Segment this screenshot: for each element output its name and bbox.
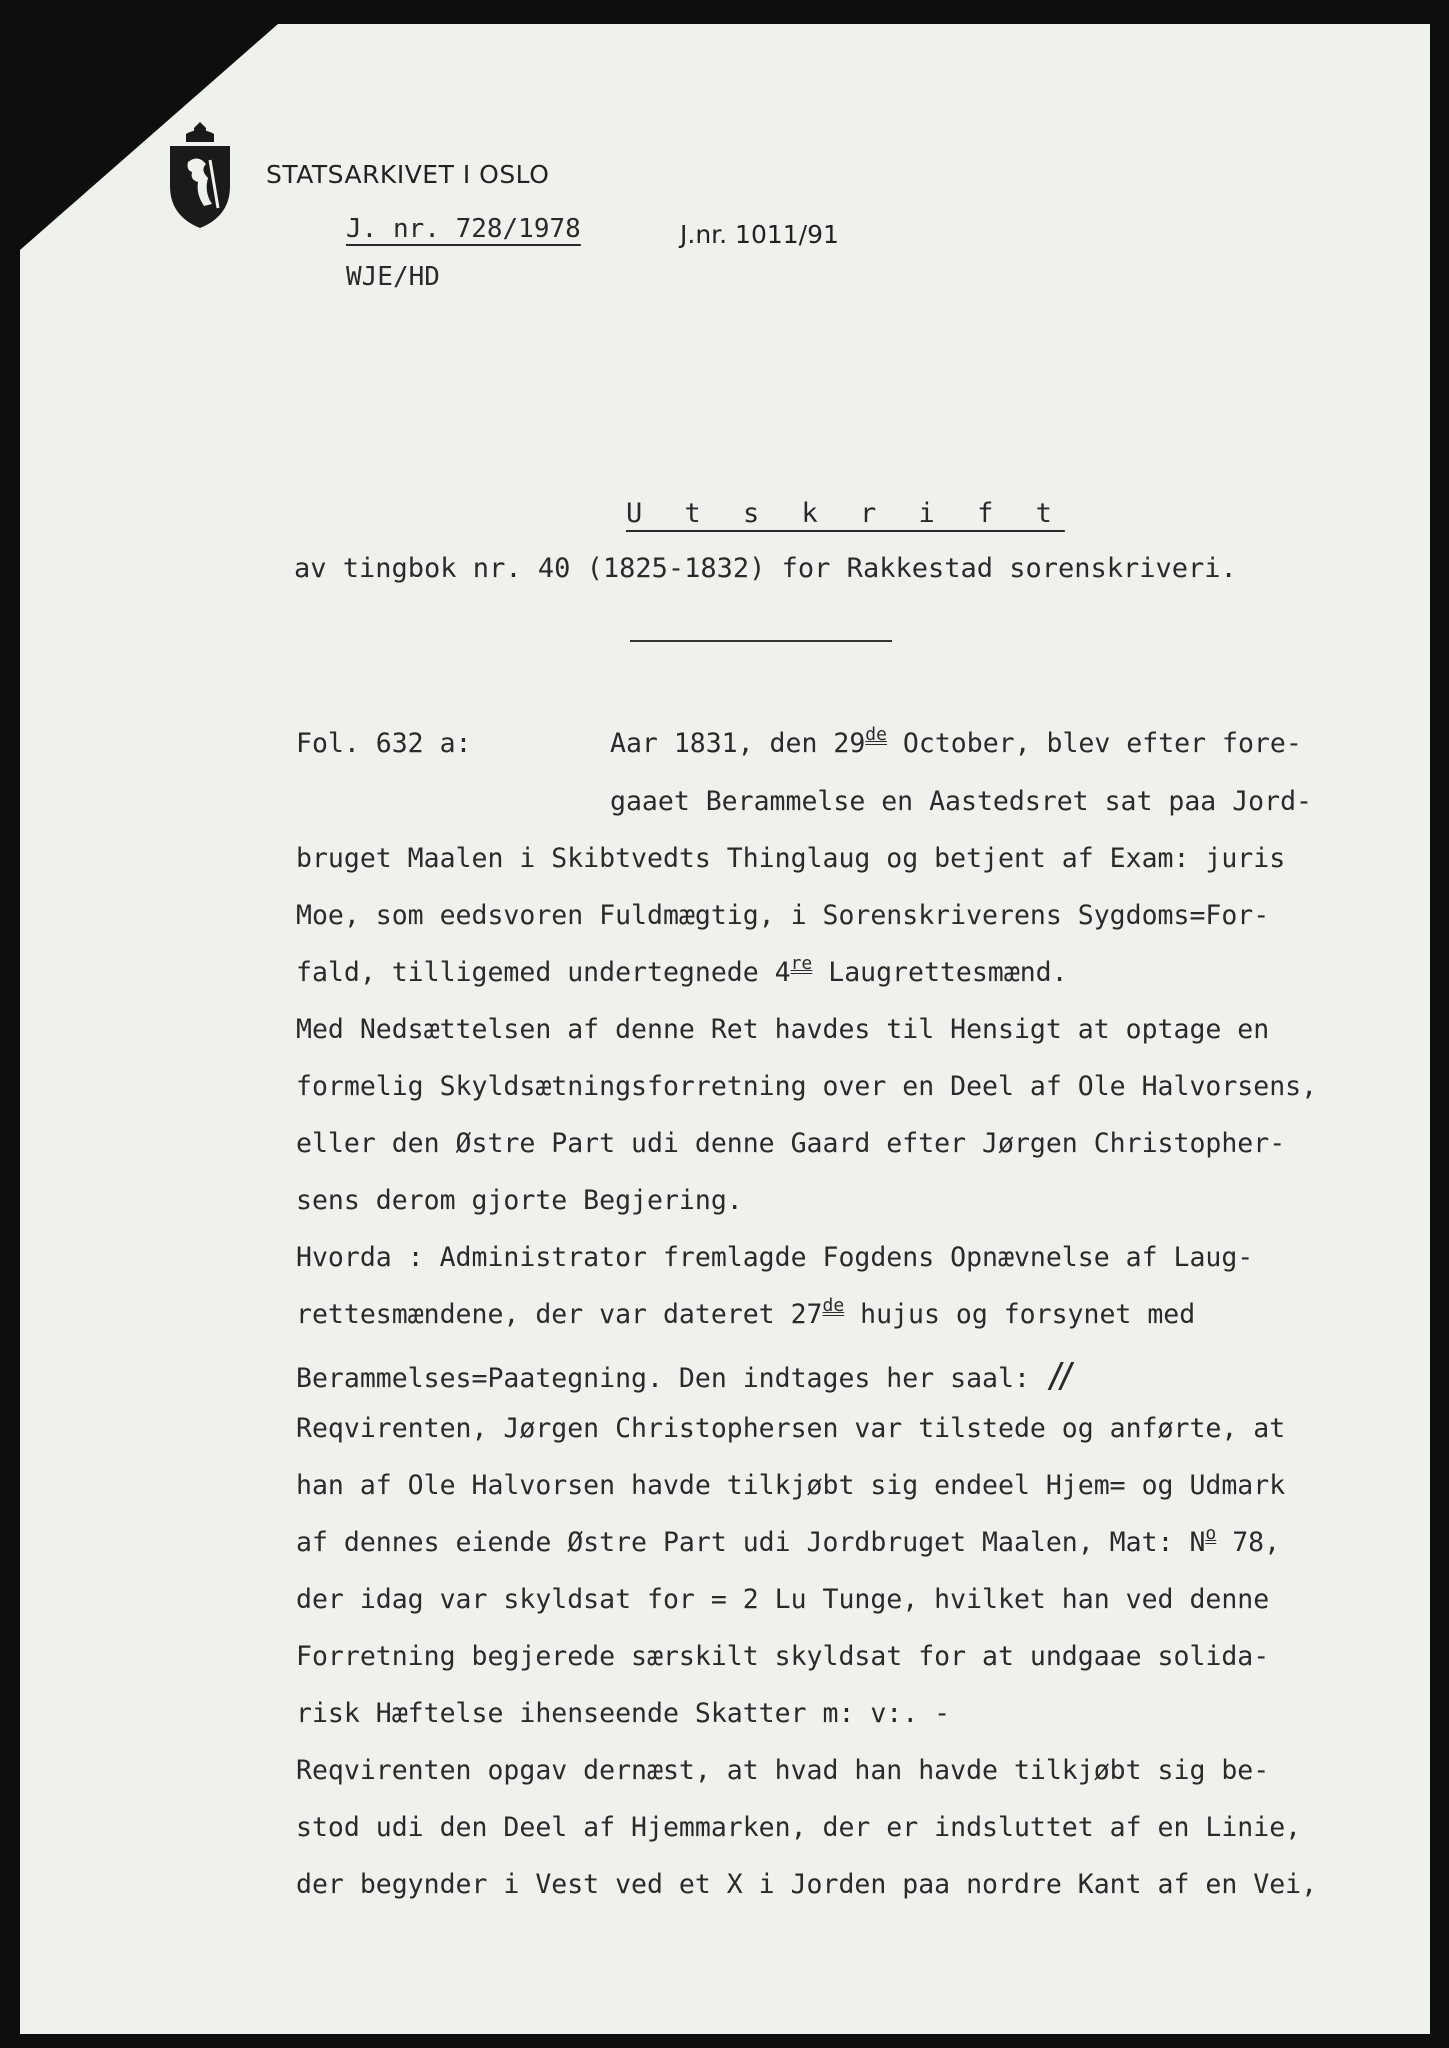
journal-number: J. nr. 728/1978 — [346, 214, 581, 244]
text-line-2: gaaet Berammelse en Aastedsret sat paa Jord- — [610, 786, 1312, 817]
text-line-14: han af Ole Halvorsen havde tilkjøbt sig endeel Hjem= og Udmark — [296, 1470, 1286, 1501]
text-line-6: Med Nedsættelsen af denne Ret havdes til Hensigt at optage en — [296, 1014, 1270, 1045]
text-line-7: formelig Skyldsætningsforretning over en Deel af Ole Halvorsens, — [296, 1071, 1318, 1102]
initials: WJE/HD — [346, 262, 440, 292]
text-line-15: af dennes eiende Østre Part udi Jordbruget Maalen, Mat: $N^o$ 78, — [296, 1523, 1281, 1558]
archive-name: STATSARKIVET I OSLO — [266, 160, 550, 189]
text-line-5: fald, tilligemed undertegnede 4re Laugrettesmænd. — [296, 953, 1068, 988]
text-line-11: rettesmændene, der var dateret 27de hujus og forsynet med — [296, 1295, 1196, 1330]
text-line-4: Moe, som eedsvoren Fuldmægtig, i Sorenskriverens Sygdoms=For- — [296, 900, 1270, 931]
text-line-12: Berammelses=Paategning. Den indtages her saal: // — [296, 1356, 1067, 1396]
text-line-8: eller den Østre Part udi denne Gaard efter Jørgen Christopher- — [296, 1128, 1286, 1159]
document-subtitle: av tingbok nr. 40 (1825-1832) for Rakkestad sorenskriveri. — [294, 553, 1237, 584]
journal-number-stamp: J.nr. 1011/91 — [680, 220, 839, 249]
divider-rule — [630, 640, 892, 642]
text-line-21: der begynder i Vest ved et X i Jorden paa nordre Kant af en Vei, — [296, 1869, 1318, 1900]
text-line-20: stod udi den Deel af Hjemmarken, der er indsluttet af en Linie, — [296, 1812, 1302, 1843]
text-line-13: Reqvirenten, Jørgen Christophersen var tilstede og anførte, at — [296, 1413, 1286, 1444]
text-line-16: der idag var skyldsat for = 2 Lu Tunge, hvilket han ved denne — [296, 1584, 1270, 1615]
text-line-18: risk Hæftelse ihenseende Skatter m: v:. - — [296, 1698, 951, 1729]
folio-reference: Fol. 632 a: — [296, 728, 472, 759]
coat-of-arms-logo — [164, 120, 236, 232]
text-line-10: Hvorda : Administrator fremlagde Fogdens Opnævnelse af Laug- — [296, 1242, 1254, 1273]
text-line-17: Forretning begjerede særskilt skyldsat for at undgaae solida- — [296, 1641, 1270, 1672]
text-line-3: bruget Maalen i Skibtvedts Thinglaug og betjent af Exam: juris — [296, 843, 1286, 874]
text-line-19: Reqvirenten opgav dernæst, at hvad han havde tilkjøbt sig be- — [296, 1755, 1270, 1786]
insertion-mark: // — [1045, 1356, 1067, 1396]
document-title: U t s k r i f t — [626, 498, 1065, 529]
text-line-1: Aar 1831, den 29de October, blev efter fore- — [610, 724, 1302, 759]
text-line-9: sens derom gjorte Begjering. — [296, 1185, 743, 1216]
